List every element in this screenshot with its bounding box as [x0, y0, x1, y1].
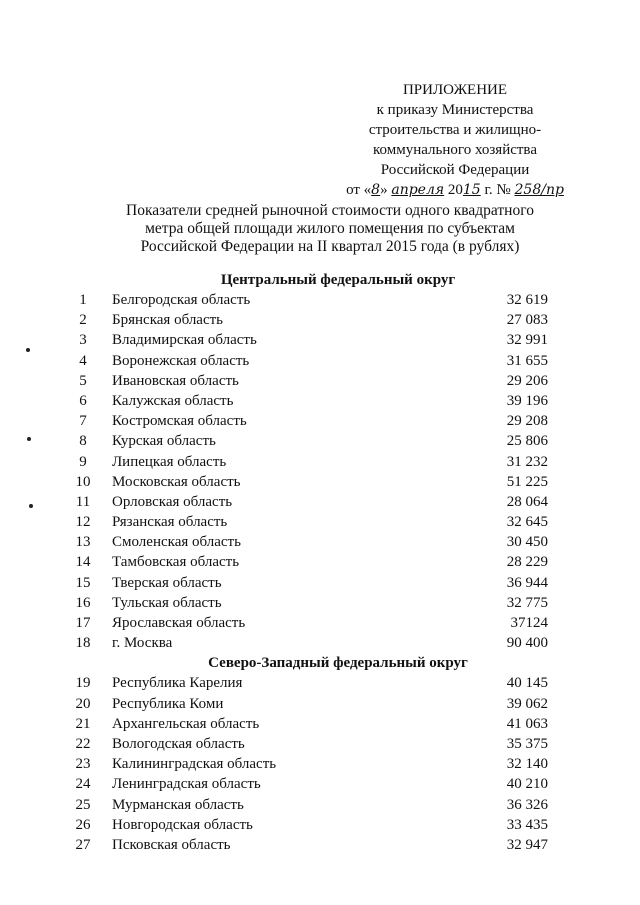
row-number: 15 [75, 574, 91, 591]
table-row [68, 411, 548, 431]
table-row [68, 532, 548, 552]
row-number: 12 [75, 514, 91, 531]
order-number: 258/пр [514, 182, 564, 198]
table-row [68, 310, 548, 330]
region-name: Тамбовская область [112, 554, 240, 571]
region-name: Костромская область [112, 413, 247, 430]
table-row [68, 290, 548, 310]
row-number: 20 [75, 695, 91, 712]
region-name: г. Москва [112, 635, 173, 652]
price-value: 39 196 [506, 392, 548, 409]
price-value: 40 145 [506, 675, 548, 692]
region-name: Воронежская область [112, 352, 250, 369]
region-name: Республика Карелия [112, 675, 243, 692]
order-year-suffix: г. № [480, 182, 515, 198]
price-value: 27 083 [506, 312, 548, 329]
table-row [68, 734, 548, 754]
price-table [68, 270, 548, 855]
row-number: 19 [75, 675, 91, 692]
price-value: 39 062 [506, 695, 548, 712]
order-day: 8 [371, 182, 381, 198]
region-name: Рязанская область [112, 514, 228, 531]
region-name: Псковская область [112, 836, 231, 853]
price-value: 36 326 [506, 796, 548, 813]
table-row [68, 452, 548, 472]
table-row [68, 351, 548, 371]
price-value: 90 400 [506, 635, 548, 652]
row-number: 2 [79, 312, 87, 329]
row-number: 22 [75, 735, 91, 752]
region-name: Ярославская область [112, 615, 246, 631]
scan-speck [29, 504, 33, 508]
header-line: к приказу Министерства [376, 102, 534, 118]
scan-speck [26, 348, 30, 352]
row-number: 5 [79, 372, 87, 389]
price-value: 29 208 [506, 413, 548, 430]
table-row [68, 512, 548, 532]
region-name: Ленинградская область [112, 776, 261, 793]
price-value: 32 947 [506, 836, 548, 853]
region-name: Московская область [112, 473, 241, 490]
order-prefix: от « [346, 182, 372, 198]
row-number: 9 [79, 453, 87, 470]
region-name: Республика Коми [112, 695, 224, 712]
region-name: Вологодская область [112, 735, 245, 752]
row-number: 4 [79, 352, 87, 369]
price-value: 37124 [510, 615, 548, 631]
price-value: 25 806 [506, 433, 548, 450]
title-line: Российской Федерации на II квартал 2015 года (в рублях) [140, 238, 520, 255]
region-name: Владимирская область [112, 332, 257, 349]
region-name: Тульская область [112, 594, 222, 611]
row-number: 25 [75, 796, 91, 813]
region-name: Калужская область [112, 392, 234, 409]
region-name: Белгородская область [112, 292, 251, 308]
table-row [68, 391, 548, 411]
price-value: 32 991 [506, 332, 548, 349]
price-value: 32 775 [506, 594, 548, 611]
region-name: Ивановская область [112, 372, 239, 389]
price-value: 32 140 [506, 756, 548, 773]
order-line [330, 180, 580, 200]
row-number: 23 [75, 756, 91, 773]
price-value: 35 375 [506, 735, 548, 752]
table-row [68, 714, 548, 734]
row-number: 10 [75, 473, 91, 490]
table-row [68, 330, 548, 350]
table-row [68, 371, 548, 391]
order-mid: » [380, 182, 392, 198]
price-value: 31 232 [506, 453, 548, 470]
region-name: Липецкая область [112, 453, 227, 470]
header-line: строительства и жилищно- [368, 122, 542, 138]
price-value: 29 206 [506, 372, 548, 389]
table-row [68, 633, 548, 653]
table-row [68, 815, 548, 835]
region-name: Смоленская область [112, 534, 241, 551]
table-row [68, 673, 548, 693]
region-name: Калининградская область [112, 756, 277, 773]
price-value: 32 645 [506, 514, 548, 531]
region-name: Новгородская область [112, 816, 253, 833]
row-number: 7 [79, 413, 87, 430]
section-title: Северо-Западный федеральный округ [208, 655, 468, 672]
price-value: 40 210 [506, 776, 548, 793]
price-value: 41 063 [506, 715, 548, 732]
row-number: 3 [79, 332, 87, 349]
price-value: 51 225 [506, 473, 548, 490]
row-number: 14 [75, 554, 91, 571]
row-number: 6 [79, 392, 87, 409]
price-value: 28 229 [506, 554, 548, 571]
document-title [110, 202, 550, 256]
table-row [68, 472, 548, 492]
table-row [68, 754, 548, 774]
row-number: 16 [75, 594, 91, 611]
appendix-header [330, 80, 580, 200]
region-name: Брянская область [112, 312, 224, 329]
order-year: 15 [462, 182, 481, 198]
region-name: Орловская область [112, 493, 233, 510]
row-number: 13 [75, 534, 91, 551]
table-row [68, 795, 548, 815]
row-number: 26 [75, 816, 91, 833]
region-name: Архангельская область [112, 715, 260, 732]
price-value: 32 619 [506, 292, 548, 308]
price-value: 30 450 [506, 534, 548, 551]
header-line: Российской Федерации [380, 162, 530, 178]
price-value: 28 064 [506, 493, 548, 510]
price-value: 31 655 [506, 352, 548, 369]
header-line: коммунального хозяйства [373, 142, 537, 158]
row-number: 24 [75, 776, 91, 793]
table-row [68, 431, 548, 451]
price-value: 36 944 [506, 574, 548, 591]
table-row [68, 835, 548, 855]
title-line: Показатели средней рыночной стоимости одного квадратного [126, 202, 534, 219]
row-number: 11 [75, 493, 91, 510]
region-name: Тверская область [112, 574, 222, 591]
region-name: Курская область [112, 433, 216, 450]
order-year-prefix: 20 [444, 182, 463, 198]
order-month: апреля [391, 182, 445, 198]
table-row [68, 774, 548, 794]
table-row [68, 492, 548, 512]
row-number: 18 [75, 635, 91, 652]
row-number: 1 [79, 292, 87, 308]
section-title: Центральный федеральный округ [220, 272, 456, 288]
appendix-title: ПРИЛОЖЕНИЕ [402, 82, 508, 98]
price-value: 33 435 [506, 816, 548, 833]
table-row [68, 552, 548, 572]
title-line: метра общей площади жилого помещения по субъектам [145, 220, 515, 237]
scan-speck [27, 437, 31, 441]
row-number: 8 [79, 433, 87, 450]
table-row [68, 593, 548, 613]
region-name: Мурманская область [112, 796, 244, 813]
table-row [68, 573, 548, 593]
table-row [68, 694, 548, 714]
row-number: 21 [75, 715, 91, 732]
table-row [68, 613, 548, 633]
row-number: 27 [75, 836, 91, 853]
row-number: 17 [75, 615, 91, 631]
